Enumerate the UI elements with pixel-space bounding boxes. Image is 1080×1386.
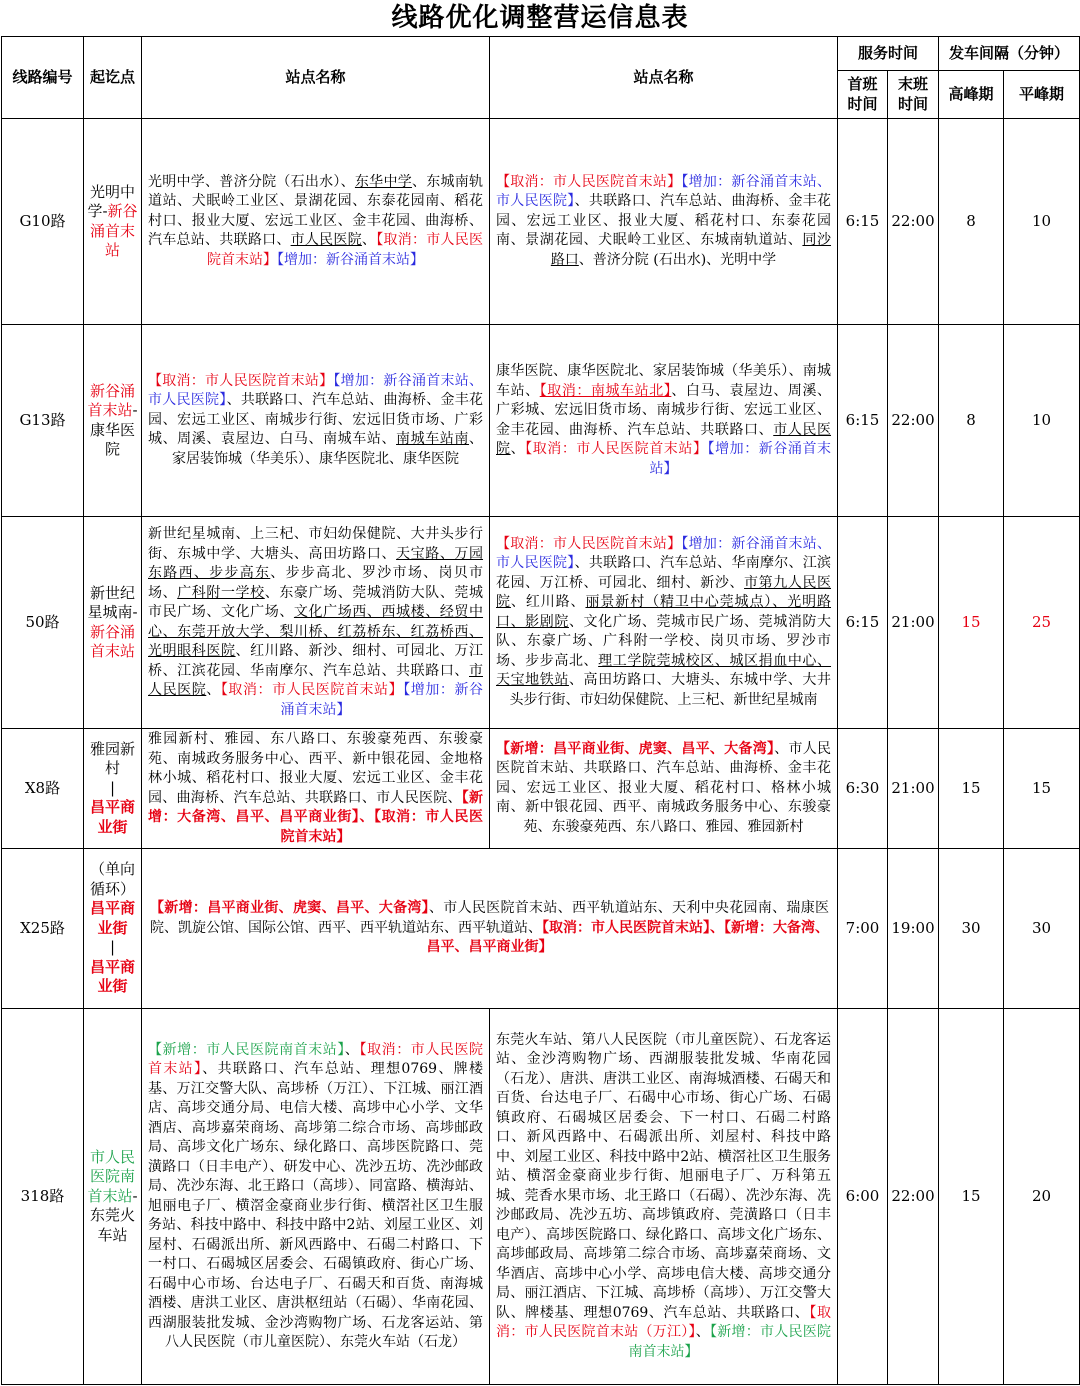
terminal-part: 光明中学- <box>87 182 135 220</box>
table-row <box>2 325 1080 517</box>
header-stops-a: 站点名称 <box>142 37 490 119</box>
stop-segment: 【新增：市人民医院南首末站】 <box>148 1041 345 1058</box>
terminal-part: 新世纪星城南- <box>87 583 138 621</box>
stop-segment: 、文化广场、莞城市民广场、莞城消防大队、东豪广场、广科附一学校、岗贝市场、罗沙市场、步步高北、 <box>496 613 832 669</box>
offpeak-interval: 20 <box>1004 1009 1080 1385</box>
stops-direction-a <box>142 119 490 325</box>
stop-segment: 南城车站南 <box>396 431 470 448</box>
stop-segment: 【取消：市人民医院首末站】 <box>148 372 334 389</box>
stop-segment: 【取消：市人民医院首末站】 <box>496 535 682 552</box>
table-row <box>2 729 1080 849</box>
offpeak-interval: 25 <box>1004 517 1080 729</box>
terminal-part: -康华医院 <box>89 401 138 458</box>
header-service-time: 服务时间 <box>838 37 939 71</box>
header-terminals: 起讫点 <box>84 37 142 119</box>
stop-segment: 【新增：市人民医院南首末站】 <box>628 1324 831 1360</box>
stop-segment: 【增加：新谷涌首末站、市人民医院】 <box>496 535 831 572</box>
stops-direction-b <box>490 517 838 729</box>
offpeak-interval: 10 <box>1004 325 1080 517</box>
stop-segment: 【取消：市人民医院首末站】 <box>525 441 708 457</box>
stop-segment: 、市人民医院首末站、共联路口、汽车总站、曲海桥、金丰花园、宏远工业区、报业大厦、稻花村口、格林小城南、新中银花园、西平、南城政务服务中心、东骏豪苑、东骏豪苑西、东八路口、雅园、雅园新村 <box>496 740 832 835</box>
route-number: 318路 <box>2 1009 84 1385</box>
stop-segment: 、红川路、新沙、细村、可园北、万江桥、江滨花园、华南摩尔、汽车总站、共联路口、 <box>148 643 484 679</box>
stop-segment: 文化广场西、西城楼、经贸中心、东莞开放大学、梨川桥、红荔桥东、红荔桥西、光明眼科医院 <box>148 604 484 659</box>
route-terminals <box>84 119 142 325</box>
stop-segment: 、家居装饰城（华美乐）、康华医院北、康华医院 <box>172 431 484 467</box>
header-interval: 发车间隔（分钟） <box>939 37 1080 71</box>
table-row <box>2 849 1080 1009</box>
offpeak-interval: 15 <box>1004 729 1080 849</box>
stop-segment: 【取消：市人民医院首末站】 <box>220 682 404 698</box>
route-number: G10路 <box>2 119 84 325</box>
stop-segment: 、红川路、 <box>510 594 586 611</box>
route-terminals <box>84 849 142 1009</box>
route-terminals <box>84 517 142 729</box>
route-terminals <box>84 1009 142 1385</box>
peak-interval: 15 <box>939 1009 1004 1385</box>
table-row <box>2 1009 1080 1385</box>
offpeak-interval: 30 <box>1004 849 1080 1009</box>
terminal-part: 新谷涌首末站 <box>89 622 135 660</box>
stops-direction-b <box>490 729 838 849</box>
header-first-bus: 首班时间 <box>838 71 888 119</box>
stop-segment: 理工学院莞城校区、城区捐血中心、天宝地铁站 <box>496 652 832 689</box>
route-number: X25路 <box>2 849 84 1009</box>
first-bus-time: 6:30 <box>838 729 888 849</box>
offpeak-interval: 10 <box>1004 119 1080 325</box>
header-stops-b: 站点名称 <box>490 37 838 119</box>
last-bus-time: 21:00 <box>888 729 939 849</box>
last-bus-time: 22:00 <box>888 119 939 325</box>
first-bus-time: 6:15 <box>838 517 888 729</box>
stop-segment: 市第九人民医院 <box>496 574 832 611</box>
terminal-part: 新谷涌首末站 <box>87 381 135 419</box>
stop-segment: 、 <box>695 1324 710 1341</box>
table-row <box>2 119 1080 325</box>
stop-segment: 丽景新村（精卫中心莞城点）、光明路口、影剧院 <box>496 594 832 630</box>
last-bus-time: 22:00 <box>888 1009 939 1385</box>
stops-direction-b <box>490 1009 838 1385</box>
route-number: G13路 <box>2 325 84 517</box>
stop-segment: 【取消：市人民医院首末站】 <box>148 1041 484 1077</box>
stops-both-directions <box>142 849 838 1009</box>
terminal-part: 市人民医院南首末站 <box>87 1147 135 1205</box>
route-terminals <box>84 325 142 517</box>
stops-direction-a <box>142 325 490 517</box>
stops-direction-a <box>142 1009 490 1385</box>
route-terminals <box>84 729 142 849</box>
first-bus-time: 6:00 <box>838 1009 888 1385</box>
stop-segment: 雅园新村、雅园、东八路口、东骏豪苑西、东骏豪苑、南城政务服务中心、西平、新中银花园、金地格林小城、稻花村口、报业大厦、宏远工业区、金丰花园、曲海桥、汽车总站、共联路口、市人民医院、 <box>148 731 483 806</box>
last-bus-time: 19:00 <box>888 849 939 1009</box>
header-last-bus: 末班时间 <box>888 71 939 119</box>
stop-segment: 市人民医院 <box>290 232 362 249</box>
terminal-part: 雅园新村 <box>89 739 135 778</box>
stop-segment: 、共联路口、汽车总站、曲海桥、金丰花园、宏远工业区、南城步行街、宏远旧货市场、广彩城、周溪、袁屋边、白马、南城车站、 <box>148 392 484 448</box>
stops-direction-b <box>490 325 838 517</box>
stop-segment: 、高田坊路口、大塘头、东城中学、大井头步行街、市妇幼保健院、上三杞、新世纪星城南 <box>509 672 832 708</box>
stop-segment: 东华中学 <box>354 173 412 190</box>
stop-segment: 【取消：市人民医院首末站】、【新增：大备湾、昌平、昌平商业街】 <box>426 919 829 956</box>
stop-segment: 康华医院、康华医院北、家居装饰城（华美乐）、南城车站、 <box>496 363 831 399</box>
stops-direction-b <box>490 119 838 325</box>
header-route-no: 线路编号 <box>2 37 84 119</box>
stop-segment: 、 <box>344 1041 360 1058</box>
first-bus-time: 6:15 <box>838 119 888 325</box>
stop-segment: 、东城南轨道站、犬眠岭工业区、景湖花园、东泰花园南、稻花村口、报业大厦、宏远工业区、金丰花园、曲海桥、汽车总站、共联路口、 <box>148 173 484 249</box>
stop-segment: 【增加：新谷涌首末站】 <box>277 251 424 268</box>
stop-segment: 【新增：大备湾、昌平、昌平商业街】、【取消：市人民医院首末站】 <box>148 789 484 845</box>
peak-interval: 15 <box>939 517 1004 729</box>
stop-segment: 【取消：市人民医院首末站】 <box>207 232 484 268</box>
stop-segment: 【增加：新谷涌首末站、市人民医院】 <box>496 173 831 210</box>
terminal-part: 昌平商业街 <box>89 957 135 996</box>
stop-segment: 、 <box>361 232 377 249</box>
stop-segment: 光明中学、普济分院（石出水）、 <box>148 173 355 190</box>
stops-direction-a <box>142 729 490 849</box>
stop-segment: 广科附一学校 <box>177 584 265 601</box>
stop-segment: 【增加：新谷涌首末站】 <box>649 441 832 477</box>
stop-segment: 【取消：市人民医院首末站（万江）】 <box>496 1304 831 1341</box>
peak-interval: 8 <box>939 325 1004 517</box>
stop-segment: 【新增：昌平商业街、虎窦、昌平、大备湾】 <box>150 900 429 917</box>
stop-segment: 、普济分院 (石出水)、光明中学 <box>578 251 777 268</box>
stop-segment: 同沙路口 <box>550 232 832 268</box>
peak-interval: 30 <box>939 849 1004 1009</box>
stop-segment: 、 <box>206 682 221 698</box>
stop-segment: 新世纪星城南、上三杞、市妇幼保健院、大井头步行街、东城中学、大塘头、高田坊路口、 <box>148 526 483 562</box>
first-bus-time: 7:00 <box>838 849 888 1009</box>
stop-segment: 东莞火车站、第八人民医院（市儿童医院）、石龙客运站、金沙湾购物广场、西湖服装批发城、华南花园（石龙）、唐洪、唐洪工业区、南海城酒楼、石碣天和百货、台达电子厂、石碣中心市场、街心广场、石碣镇政府、石碣城区居委会、下一村口、石碣二村路口、新风西路中、石碣派出所、刘屋村、科技中路中、刘屋工业区、科技中路中2站、横滘社区卫生服务站、横滘金豪商业步行街、旭丽电子厂、万科第五城、莞香水果市场、北王路口（石碣）、冼沙东海、冼沙邮政局、冼沙五坊、高埗镇政府、莞潢路口（日丰电产）、高埗医院路口、绿化路口、高埗文化广场东、高埗邮政局、高埗第二综合市场、高埗嘉荣商场、文华酒店、高埗中心小学、高埗电信大楼、高埗交通分局、丽江酒店、下江城、高埗桥（高埗）、万江交警大队、牌楼基、理想0769、汽车总站、共联路口、 <box>496 1031 831 1321</box>
stop-segment: 、共联路口、汽车总站、曲海桥、金丰花园、宏远工业区、报业大厦、稻花村口、东泰花园南、景湖花园、犬眠岭工业区、东城南轨道站、 <box>496 193 832 249</box>
terminal-part: 昌平商业街 <box>89 798 135 836</box>
terminal-part: 昌平商业街 <box>89 899 135 937</box>
terminal-part: -东莞火车站 <box>89 1186 138 1244</box>
terminal-part: | <box>109 938 116 957</box>
route-number: X8路 <box>2 729 84 849</box>
stop-segment: 【增加：新谷涌首末站、市人民医院】 <box>148 372 483 409</box>
header-offpeak: 平峰期 <box>1004 71 1080 119</box>
stop-segment: 、市人民医院首末站、西平轨道站东、天利中央花园南、瑞康医院、凯旋公馆、国际公馆、西平、西平轨道站东、西平轨道站、 <box>150 900 830 936</box>
stop-segment: 【新增：昌平商业街、虎窦、昌平、大备湾】 <box>496 740 775 757</box>
stop-segment: 【增加：新谷涌首末站】 <box>280 682 484 718</box>
route-number: 50路 <box>2 517 84 729</box>
table-row <box>2 517 1080 729</box>
last-bus-time: 21:00 <box>888 517 939 729</box>
peak-interval: 8 <box>939 119 1004 325</box>
terminal-part: 新谷涌首末站 <box>89 202 138 259</box>
terminal-part: | <box>109 778 116 797</box>
first-bus-time: 6:15 <box>838 325 888 517</box>
stop-segment: 、白马、袁屋边、周溪、广彩城、宏远旧货市场、南城步行街、宏远工业区、金丰花园、曲海桥、汽车总站、共联路口、 <box>496 382 832 438</box>
stop-segment: 、步步高北、罗沙市场、岗贝市场、 <box>148 565 484 601</box>
route-table <box>1 36 1080 1385</box>
stop-segment: 、共联路口、汽车总站、华南摩尔、江滨花园、万江桥、可园北、细村、新沙、 <box>496 555 832 591</box>
stop-segment: 、 <box>510 441 526 457</box>
terminal-part: （单向循环） <box>89 860 135 898</box>
stops-direction-a <box>142 517 490 729</box>
page-title: 线路优化调整营运信息表 <box>391 3 689 33</box>
last-bus-time: 22:00 <box>888 325 939 517</box>
stop-segment: 、共联路口、汽车总站、理想0769、牌楼基、万江交警大队、高埗桥（万江）、下江城、丽江酒店、高埗交通分局、电信大楼、高埗中心小学、文华酒店、高埗嘉荣商场、高埗第二综合市场、高埗邮政局、高埗文化广场东、绿化路口、高埗医院路口、莞潢路口（日丰电产）、研发中心、冼沙五坊、冼沙邮政局、冼沙东海、北王路口（高埗）、同富路、横海站、旭丽电子厂、横滘金豪商业步行街、横滘社区卫生服务站、科技中路中、科技中路中2站、刘屋工业区、刘屋村、石碣派出所、新风西路中、石碣二村路口、下一村口、石碣城区居委会、石碣镇政府、街心广场、石碣中心市场、台达电子厂、石碣天和百货、南海城酒楼、唐洪工业区、唐洪枢纽站（石碣）、华南花园、西湖服装批发城、金沙湾购物广场、石龙客运站、第八人民医院（市儿童医院）、东莞火车站（石龙） <box>148 1061 483 1350</box>
stop-segment: 天宝路、万园东路西、步步高东 <box>148 545 484 581</box>
header-peak: 高峰期 <box>939 71 1004 119</box>
stop-segment: 【取消：市人民医院首末站】 <box>496 173 682 190</box>
stop-segment: 市人民医院 <box>148 662 483 698</box>
stop-segment: 【取消：南城车站北】 <box>539 382 672 399</box>
peak-interval: 15 <box>939 729 1004 849</box>
stop-segment: 市人民医院 <box>496 421 832 457</box>
stop-segment: 、东豪广场、莞城消防大队、莞城市民广场、文化广场、 <box>148 584 484 620</box>
